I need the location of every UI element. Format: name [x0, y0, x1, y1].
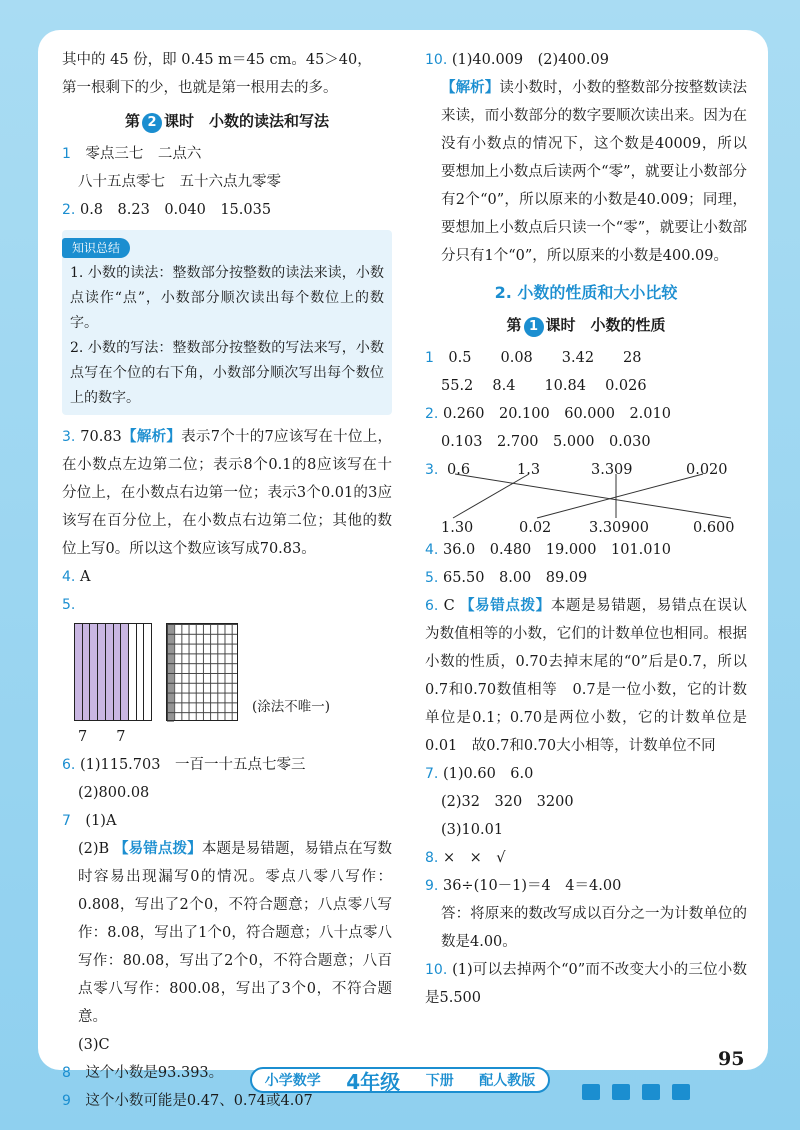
question-number: 1	[62, 146, 71, 162]
match-top-item: 0.020	[686, 462, 728, 478]
text-line: 其中的 45 份，即 0.45 m＝45 cm。45＞40，	[62, 52, 372, 68]
hundredths-grid-figure	[166, 623, 238, 721]
answer-6-cont: (2)800.08	[78, 785, 150, 801]
answer-7-c: (3)C	[78, 1037, 110, 1053]
answer-6	[425, 592, 747, 760]
answer-10-analysis	[425, 74, 747, 270]
answer-text: 零点三七 二点六	[85, 146, 202, 162]
analysis-text: 表示7个十的7应该写在十位上，在小数点左边第二位；表示8个0.1的8应该写在十分位上，在小数点右边第一位；表示3个0.01的3应该写在百分位上，在小数点右边第二位；其他的数位上写0。所以这个数应该写成70.83。	[62, 429, 392, 557]
question-number: 8	[62, 1065, 71, 1081]
match-bottom-item: 1.30	[441, 520, 474, 536]
question-number: 3.	[425, 462, 439, 478]
analysis-text: 读小数时，小数的整数部分按整数读法来读，而小数部分的数字要顺次读出来。因为在没有小数点的情况下，这个数是40009，所以要想加上小数点后读两个“零”，就要让小数部分有2个“0”，所以原来的小数是40.009；同理，要想加上小数点后只读一个“零”，就要让小数部分只有1个“0”，所以原来的小数是400.09。	[441, 80, 748, 264]
answer-7	[62, 807, 392, 835]
section-prefix: 第	[124, 112, 140, 130]
summary-item: 1. 小数的读法：整数部分按整数的读法来读，小数点读作“点”，小数部分顺次读出每个数位上的数字。	[70, 265, 384, 331]
answer-8	[425, 844, 747, 872]
section-title-text: 课时 小数的性质	[545, 316, 666, 334]
footer-volume: 下册	[425, 1073, 454, 1089]
shading-note: (涂法不唯一)	[252, 699, 331, 715]
page-edge-tabs	[582, 1084, 690, 1100]
section-prefix: 第	[506, 316, 522, 334]
answer-3	[62, 423, 392, 563]
answer-text: (1)A	[85, 813, 117, 829]
footer-grade: 4年级	[346, 1069, 401, 1094]
answer-text: A	[79, 569, 91, 585]
summary-label: 知识总结	[62, 238, 130, 258]
analysis-text: 本题是易错题，易错点在写数时容易出现漏写0的情况。零点八零八写作：0.808，写出了2个0，不符合题意；八点零八写作：8.08，写出了1个0，符合题意；八十点零八写作：80.08，写出了2个0，不符合题意；八百点零八写作：800.08，写出了3个0，不符合题意。	[78, 841, 393, 1025]
answer-5	[62, 591, 392, 619]
answer-text: (1)0.60 6.0	[442, 766, 534, 782]
question-number: 8.	[425, 850, 439, 866]
question-number: 9.	[425, 878, 439, 894]
question-number: 4.	[425, 542, 439, 558]
edge-tab	[612, 1084, 630, 1100]
answer-7	[425, 760, 747, 788]
question-number: 6.	[425, 598, 439, 614]
answer-7-b: (2)32 320 3200	[441, 794, 574, 810]
answer-5	[425, 564, 747, 592]
answer-text: (1)可以去掉两个“0”而不改变大小的三位小数是5.500	[425, 962, 748, 1006]
summary-item: 2. 小数的写法：整数部分按整数的写法来写，小数点写在个位的右下角，小数部分顺次写出每个数位上的数字。	[70, 340, 384, 406]
footer-subject: 小学数学	[264, 1073, 321, 1089]
answer-text: 65.50 8.00 89.09	[442, 570, 588, 586]
answer-1-cont: 八十五点零七 五十六点九零零	[78, 174, 281, 190]
question-number: 2.	[425, 406, 439, 422]
answer-text: 这个小数可能是0.47、0.74或4.07	[85, 1093, 313, 1109]
question-number: 9	[62, 1093, 71, 1109]
tenths-bar-figure	[74, 623, 152, 721]
answer-4	[425, 536, 747, 564]
answer-text: 7	[78, 729, 88, 745]
answer-text: C	[443, 598, 455, 614]
answer-5-values	[62, 723, 392, 751]
answer-text: 0.260 20.100 60.000 2.010	[442, 406, 671, 422]
answer-7-c: (3)10.01	[441, 822, 504, 838]
answer-1	[62, 140, 392, 168]
question-number: 4.	[62, 569, 76, 585]
match-top-item: 0.6	[447, 462, 471, 478]
answer-text: × × √	[442, 850, 506, 866]
answer-2	[62, 196, 392, 224]
left-column	[62, 46, 392, 1115]
knowledge-summary-box	[62, 230, 392, 415]
answer-text: 36.0 0.480 19.000 101.010	[442, 542, 671, 558]
analysis-tag: 【解析】	[121, 428, 182, 445]
question-number: 2.	[62, 202, 76, 218]
analysis-text: 本题是易错题，易错点在误认为数值相等的小数，它们的计数单位也相同。根据小数的性质，0.70去掉末尾的“0”后是0.7，所以0.7和0.70数值相等 0.7是一位小数，它的计数单位是0.1；0.70是两位小数，它的计数单位是0.01 故0.7和0.70大小相等，计数单位不同	[425, 598, 747, 754]
error-tip-tag: 【易错点拨】	[459, 597, 551, 614]
shaded-column	[167, 624, 174, 722]
answer-4	[62, 563, 392, 591]
footer-edition: 配人教版	[479, 1073, 536, 1089]
question-number: 3.	[62, 429, 76, 445]
question-number: 10.	[425, 962, 448, 978]
edge-tab	[642, 1084, 660, 1100]
text-line: 第一根剩下的少，也就是第一根用去的多。	[62, 80, 338, 96]
match-bottom-item: 0.02	[519, 520, 552, 536]
answer-1	[425, 344, 747, 372]
question-number: 7	[62, 813, 71, 829]
match-top-item: 3.309	[591, 462, 633, 478]
answer-10	[425, 46, 747, 74]
lesson-number-badge: 1	[524, 317, 544, 337]
answer-1-cont: 55.2 8.4 10.84 0.026	[441, 378, 647, 394]
answer-text: 0.5 0.08 3.42 28	[448, 350, 642, 366]
right-column	[425, 46, 747, 1012]
section-title-text: 课时 小数的读法和写法	[164, 112, 330, 130]
answer-2-cont: 0.103 2.700 5.000 0.030	[441, 434, 651, 450]
question-number: 5.	[425, 570, 439, 586]
match-bottom-item: 0.600	[693, 520, 735, 536]
answer-6	[62, 751, 392, 779]
matching-figure	[441, 456, 747, 536]
section-title	[62, 106, 392, 136]
unit-title: 2. 小数的性质和大小比较	[494, 283, 678, 302]
answer-9-conclusion: 答：将原来的数改写成以百分之一为计数单位的数是4.00。	[441, 906, 747, 950]
match-bottom-item: 3.30900	[589, 520, 649, 536]
answer-text: 0.8 8.23 0.040 15.035	[79, 202, 272, 218]
question-number: 6.	[62, 757, 76, 773]
analysis-tag: 【解析】	[441, 79, 500, 96]
question-number: 1	[425, 350, 434, 366]
answer-text: 这个小数是93.393。	[85, 1065, 224, 1081]
page-number: 95	[718, 1048, 745, 1070]
question-number: 7.	[425, 766, 439, 782]
error-tip-tag: 【易错点拨】	[113, 840, 202, 857]
answer-text: 36÷(10－1)＝4 4＝4.00	[442, 878, 622, 894]
edge-tab	[672, 1084, 690, 1100]
question-number: 5.	[62, 597, 76, 613]
answer-text: (1)115.703 一百一十五点七零三	[79, 757, 306, 773]
answer-text: 70.83	[80, 429, 122, 445]
answer-7-analysis	[62, 835, 392, 1031]
answer-text: (2)B	[78, 841, 110, 857]
answer-10b	[425, 956, 747, 1012]
question-number: 10.	[425, 52, 448, 68]
answer-2	[425, 400, 747, 428]
footer-banner	[250, 1067, 550, 1093]
lesson-number-badge: 2	[142, 113, 162, 133]
edge-tab	[582, 1084, 600, 1100]
answer-text: 7	[116, 729, 126, 745]
shading-figures	[74, 623, 392, 721]
match-top-item: 1.3	[517, 462, 541, 478]
section-title	[425, 310, 747, 340]
answer-text: (1)40.009 (2)400.09	[451, 52, 609, 68]
answer-9	[425, 872, 747, 900]
